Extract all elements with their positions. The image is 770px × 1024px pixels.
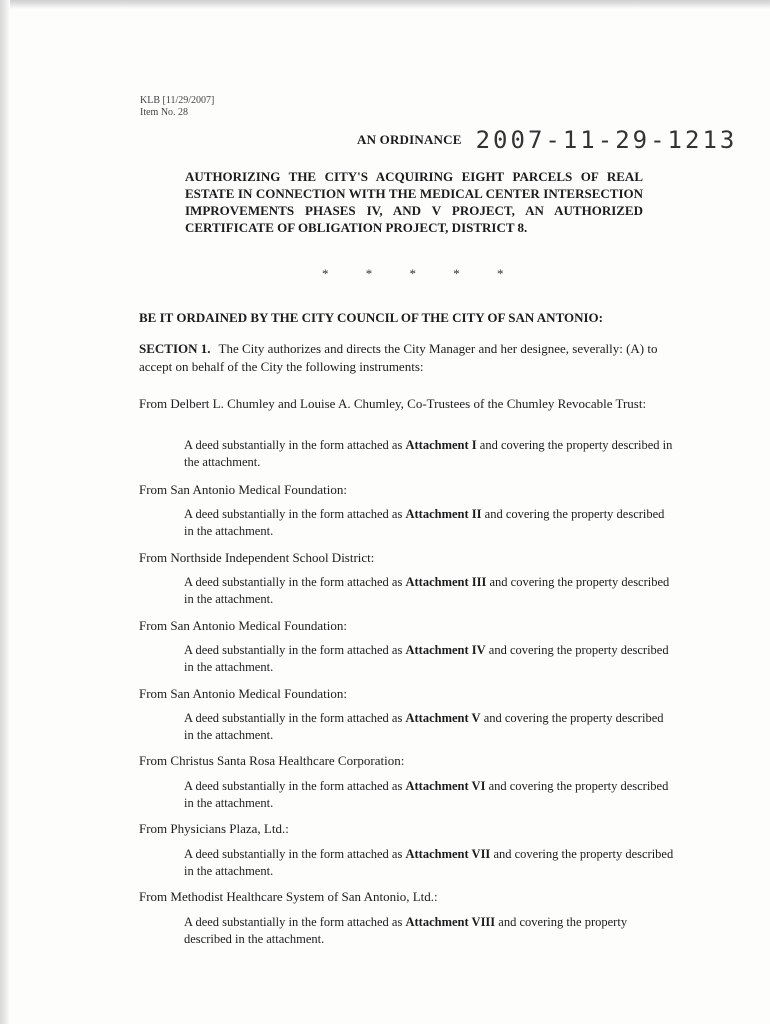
deed-6-text-post: and covering the property described in the attachment. [184, 779, 669, 810]
deed-2-text-post: and covering the property described in the attachment. [184, 507, 665, 538]
section-1 [139, 340, 669, 376]
scan-edge-left [0, 0, 10, 1024]
deed-3-attachment: Attachment III [405, 575, 487, 589]
deed-3 [184, 574, 674, 608]
scan-edge-top [0, 0, 770, 9]
ordinance-title: AUTHORIZING THE CITY'S ACQUIRING EIGHT PARCELS OF REAL ESTATE IN CONNECTION WITH THE MEDICAL CENTER INTERSECTION IMPROVEMENTS PHASES IV, AND V PROJECT, AN AUTHORIZED CERTIFICATE OF OBLIGATION PROJECT, DISTRICT 8. [185, 169, 643, 235]
deed-7-text-post: and covering the property described in the attachment. [184, 847, 674, 878]
grantor-1: From Delbert L. Chumley and Louise A. Chumley, Co-Trustees of the Chumley Revocable Trust: [139, 396, 647, 411]
deed-7-text-pre: A deed substantially in the form attached as [184, 847, 403, 861]
ordinance-number: 2007-11-29-1213 [475, 126, 738, 154]
grantor-3: From Northside Independent School District: [139, 550, 375, 565]
deed-6-text-pre: A deed substantially in the form attached as [184, 779, 403, 793]
grantor-4: From San Antonio Medical Foundation: [139, 618, 347, 633]
deed-1-attachment: Attachment I [405, 438, 477, 452]
deed-1 [184, 437, 674, 471]
document-header-meta [140, 95, 214, 119]
deed-8-text-pre: A deed substantially in the form attached as [184, 915, 403, 929]
deed-5-attachment: Attachment V [405, 711, 481, 725]
deed-6 [184, 778, 674, 812]
enacting-clause: BE IT ORDAINED BY THE CITY COUNCIL OF THE CITY OF SAN ANTONIO: [139, 310, 604, 325]
deed-5-text-post: and covering the property described in the attachment. [184, 711, 664, 742]
section-separator: * * * * * [322, 266, 521, 281]
grantor-7: From Physicians Plaza, Ltd.: [139, 821, 289, 836]
grantor-2: From San Antonio Medical Foundation: [139, 482, 347, 497]
deed-7-attachment: Attachment VII [405, 847, 491, 861]
deed-5 [184, 710, 674, 744]
ordinance-heading [357, 126, 737, 154]
deed-3-text-post: and covering the property described in the attachment. [184, 575, 670, 606]
deed-4 [184, 642, 674, 676]
deed-2-attachment: Attachment II [405, 507, 482, 521]
section-1-text: The City authorizes and directs the City Manager and her designee, severally: (A) to accept on behalf of the City the following instruments: [139, 341, 658, 374]
ordinance-label: AN ORDINANCE [357, 132, 462, 147]
grantor-8: From Methodist Healthcare System of San Antonio, Ltd.: [139, 889, 438, 904]
section-1-label: SECTION 1. [139, 341, 211, 356]
deed-4-attachment: Attachment IV [405, 643, 486, 657]
deed-3-text-pre: A deed substantially in the form attached as [184, 575, 403, 589]
deed-7 [184, 846, 674, 880]
deed-4-text-pre: A deed substantially in the form attached as [184, 643, 403, 657]
deed-8-attachment: Attachment VIII [405, 915, 496, 929]
deed-2 [184, 506, 674, 540]
deed-5-text-pre: A deed substantially in the form attached as [184, 711, 403, 725]
deed-2-text-pre: A deed substantially in the form attached as [184, 507, 403, 521]
initials-date: KLB [11/29/2007] [140, 95, 215, 106]
deed-1-text-pre: A deed substantially in the form attached as [184, 438, 403, 452]
deed-6-attachment: Attachment VI [405, 779, 486, 793]
deed-8-text-post: and covering the property described in the attachment. [184, 915, 628, 946]
deed-8 [184, 914, 644, 948]
deed-1-text-post: and covering the property described in the attachment. [184, 438, 673, 469]
grantor-5: From San Antonio Medical Foundation: [139, 686, 347, 701]
item-number: Item No. 28 [140, 107, 189, 118]
deed-4-text-post: and covering the property described in the attachment. [184, 643, 669, 674]
grantor-6: From Christus Santa Rosa Healthcare Corporation: [139, 753, 405, 768]
